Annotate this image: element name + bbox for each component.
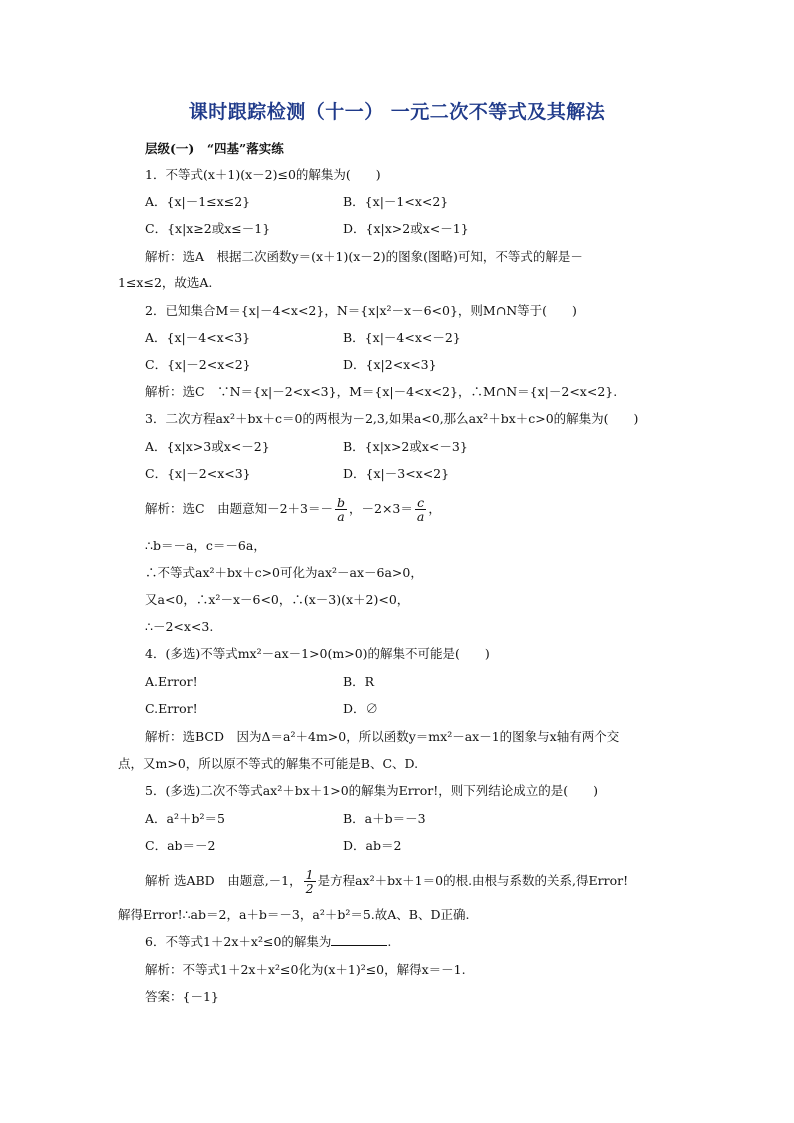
question-4-analysis-line-2: 点，又m>0，所以原不等式的解集不可能是B、C、D. [118, 756, 419, 771]
question-4-stem: 4．(多选)不等式mx²－ax－1>0(m>0)的解集不可能是( ) [145, 646, 490, 661]
question-3-option-c: C．{x|－2<x<3} [145, 466, 251, 481]
question-3-analysis [145, 494, 441, 524]
question-5-analysis-line-2: 解得Error!∴ab＝2，a＋b＝－3，a²＋b²＝5.故A、B、D正确. [118, 907, 470, 922]
question-1-option-d: D．{x|x>2或x<－1} [343, 221, 469, 236]
question-6-answer: 答案：{－1} [145, 989, 219, 1004]
question-2-stem: 2．已知集合M＝{x|－4<x<2}，N＝{x|x²－x－6<0}，则M∩N等于( ) [145, 303, 577, 318]
question-1-option-c: C．{x|x≥2或x≤－1} [145, 221, 271, 236]
section-heading: 层级(一) “四基”落实练 [145, 141, 284, 156]
question-5-stem: 5．(多选)二次不等式ax²＋bx＋1>0的解集为Error!，则下列结论成立的是( ) [145, 783, 599, 798]
question-5-analysis-text-b: 是方程ax²＋bx＋1＝0的根.由根与系数的关系,得Error! [317, 873, 629, 888]
question-3-analysis-text-a: 解析：选C 由题意知－2＋3＝－ [145, 501, 333, 516]
question-3-step-1: ∴b＝－a，c＝－6a， [145, 538, 266, 553]
question-4-option-b: B．R [343, 674, 375, 689]
question-3-step-3: 又a<0，∴x²－x－6<0，∴(x－3)(x＋2)<0， [145, 592, 410, 607]
question-1-option-a: A．{x|－1≤x≤2} [145, 194, 251, 209]
question-6-stem-end: . [387, 934, 392, 949]
question-6-analysis: 解析：不等式1＋2x＋x²≤0化为(x＋1)²≤0，解得x＝－1. [145, 962, 466, 977]
question-2-option-d: D．{x|2<x<3} [343, 357, 437, 372]
question-1-analysis-line-1: 解析：选A 根据二次函数y＝(x＋1)(x－2)的图象(图略)可知，不等式的解是－ [145, 249, 583, 264]
question-1-analysis-line-2: 1≤x≤2，故选A. [118, 275, 213, 290]
question-4-option-c: C.Error! [145, 701, 198, 716]
question-3-step-2: ∴不等式ax²＋bx＋c>0可化为ax²－ax－6a>0， [145, 565, 423, 580]
question-6-stem-text: 6．不等式1＋2x＋x²≤0的解集为 [145, 934, 332, 949]
fraction-numerator: b [336, 495, 345, 510]
question-3-option-b: B．{x|x>2或x<－3} [343, 439, 468, 454]
question-5-option-d: D．ab＝2 [343, 838, 402, 853]
question-3-option-a: A．{x|x>3或x<－2} [145, 439, 270, 454]
question-4-analysis-line-1: 解析：选BCD 因为Δ＝a²＋4m>0，所以函数y＝mx²－ax－1的图象与x轴有两个交 [145, 729, 620, 744]
question-2-analysis: 解析：选C ∵N＝{x|－2<x<3}，M＝{x|－4<x<2}，∴M∩N＝{x|－2<x<2}. [145, 384, 618, 399]
question-5-option-b: B．a＋b＝－3 [343, 811, 426, 826]
fraction-numerator: c [415, 496, 426, 510]
fraction-denominator: 2 [305, 881, 314, 896]
question-2-option-c: C．{x|－2<x<2} [145, 357, 251, 372]
fraction-b-over-a [335, 496, 347, 523]
question-3-option-d: D．{x|－3<x<2} [343, 466, 450, 481]
question-5-option-c: C．ab＝－2 [145, 838, 216, 853]
question-1-option-b: B．{x|－1<x<2} [343, 194, 449, 209]
fraction-denominator: a [337, 509, 345, 524]
question-3-analysis-text-b: ，－2×3＝ [349, 501, 413, 516]
question-1-stem: 1．不等式(x＋1)(x－2)≤0的解集为( ) [145, 167, 381, 182]
question-6-stem [145, 933, 391, 951]
answer-blank [331, 933, 387, 946]
question-3-stem: 3．二次方程ax²＋bx＋c＝0的两根为－2,3,如果a<0,那么ax²＋bx＋c>0的解集为( ) [145, 411, 639, 426]
question-4-option-a: A.Error! [145, 674, 198, 689]
fraction-one-half [304, 868, 316, 895]
page-title: 课时跟踪检测（十一） 一元二次不等式及其解法 [188, 101, 606, 123]
question-2-option-b: B．{x|－4<x<－2} [343, 330, 461, 345]
question-5-option-a: A．a²＋b²＝5 [145, 811, 225, 826]
question-4-option-d: D．∅ [343, 701, 379, 716]
fraction-numerator: 1 [305, 867, 314, 882]
question-3-step-4: ∴－2<x<3. [145, 619, 214, 634]
question-3-analysis-text-c: ， [428, 501, 441, 516]
question-5-analysis-line-1 [145, 866, 628, 896]
fraction-c-over-a [415, 496, 426, 523]
question-2-option-a: A．{x|－4<x<3} [145, 330, 251, 345]
fraction-denominator: a [416, 509, 425, 524]
question-5-analysis-text-a: 解析 选ABD 由题意,－1， [145, 873, 302, 888]
